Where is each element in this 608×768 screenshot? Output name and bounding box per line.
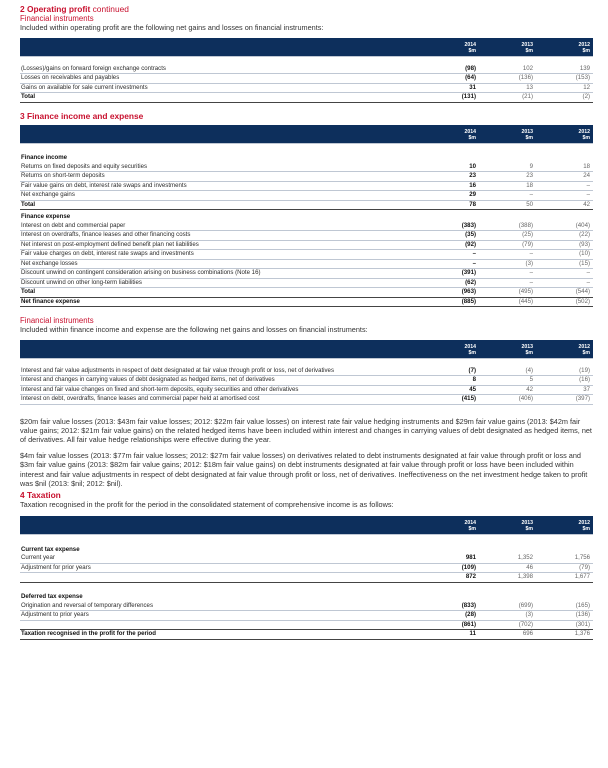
section-title-operating-profit: [20, 4, 600, 14]
total-row: Total (963) (495) (544): [20, 288, 593, 298]
table-row: Interest and fair value changes on fixed and short-term deposits, equity securities and other derivatives 45 42 37: [20, 385, 593, 395]
table-row: Interest and changes in carrying values of debt designated as hedged items, net of derivatives 8 5 (16): [20, 376, 593, 386]
section-title-finance: 3 Finance income and expense: [20, 110, 144, 121]
table-row: Current year 981 1,352 1,756: [20, 554, 593, 563]
finance-expense-heading: Finance expense: [21, 213, 71, 220]
table-row: Origination and reversal of temporary differences (833) (699) (165): [20, 602, 593, 611]
table-row: Interest on debt and commercial paper (383) (388) (404): [20, 222, 593, 231]
header-2013: 2013 $m: [479, 516, 536, 535]
intro-text: Taxation recognised in the profit for the period in the consolidated statement of comprehensive income is as follows:: [20, 500, 394, 510]
net-finance-expense-row: Net finance expense (885) (445) (502): [20, 297, 593, 307]
current-tax-heading: Current tax expense: [21, 545, 80, 553]
total-row: Total 78 50 42: [20, 200, 593, 210]
table-row: Returns on fixed deposits and equity securities 10 9 18: [20, 163, 593, 172]
table-row: Discount unwind on other long-term liabilities (62) – –: [20, 278, 593, 288]
table-row: Interest on debt, overdrafts, finance leases and commercial paper held at amortised cost (415) (406) (397): [20, 395, 593, 405]
grand-total-row: Taxation recognised in the profit for the period 11 696 1,376: [20, 630, 593, 640]
intro-text: Included within operating profit are the following net gains and losses on financial instruments:: [20, 23, 324, 32]
subtotal-row: 872 1,398 1,677: [20, 573, 593, 583]
table-row: Adjustment for prior years (109) 46 (79): [20, 563, 593, 573]
taxation-table: [20, 516, 593, 640]
intro-text: Included within finance income and expense are the following net gains and losses on financial instruments:: [20, 325, 368, 334]
subtitle-financial-instruments: Financial instruments: [20, 14, 94, 23]
header-2013: 2013 $m: [479, 340, 536, 359]
subtotal-row: (861) (702) (301): [20, 620, 593, 630]
header-2012: 2012 $m: [536, 38, 593, 57]
paragraph-hedging: $20m fair value losses (2013: $43m fair value losses; 2012: $22m fair value losses) on interest rate fair value hedging instruments and $29m fair value gains (2013: $42m fair value gains; 2012: $21m fair value gains) on the related hedged items have been included within interest and changes in carrying values of debt designated as hedged items, net of derivatives. All fair value hedge relationships were effective during the year.: [20, 416, 592, 445]
finance-income-expense-table: [20, 125, 593, 308]
table-row: Fair value charges on debt, interest rate swaps and investments – – (10): [20, 250, 593, 260]
header-2014: 2014 $m: [422, 516, 479, 535]
table-row: Net interest on post-employment defined benefit plan net liabilities (92) (79) (93): [20, 240, 593, 250]
subtitle-financial-instruments-finance: Financial instruments: [20, 316, 94, 325]
continued-label: continued: [92, 4, 129, 14]
header-2012: 2012 $m: [536, 340, 593, 359]
header-2014: 2014 $m: [422, 340, 479, 359]
table-header: [20, 38, 593, 57]
table-row: Net exchange losses – (3) (15): [20, 259, 593, 269]
table-row: Interest on overdrafts, finance leases and other financing costs (35) (25) (22): [20, 231, 593, 241]
finance-instruments-table: [20, 340, 593, 405]
header-2013: 2013 $m: [479, 125, 536, 144]
header-2014: 2014 $m: [422, 38, 479, 57]
finance-income-heading: Finance income: [21, 154, 68, 161]
header-2014: 2014 $m: [422, 125, 479, 144]
table-row: Net exchange gains 29 – –: [20, 191, 593, 201]
table-header: [20, 516, 593, 535]
table-row: Fair value gains on debt, interest rate swaps and investments 16 18 –: [20, 181, 593, 191]
table-header: [20, 340, 593, 359]
section-title-taxation: 4 Taxation: [20, 490, 61, 501]
total-row: Total (131) (21) (2): [20, 93, 593, 103]
table-row: (Losses)/gains on forward foreign exchange contracts (98) 102 139: [20, 65, 593, 74]
table-row: Adjustment to prior years (28) (3) (136): [20, 611, 593, 621]
table-header: [20, 125, 593, 144]
deferred-tax-heading: Deferred tax expense: [21, 593, 83, 601]
table-row: Returns on short-term deposits 23 23 24: [20, 172, 593, 182]
table-row: Discount unwind on contingent consideration arising on business combinations (Note 16) (391) – –: [20, 269, 593, 279]
table-row: Gains on available for sale current investments 31 13 12: [20, 83, 593, 93]
table-row: Losses on receivables and payables (64) (136) (153): [20, 74, 593, 84]
operating-profit-table: [20, 38, 593, 103]
section-title-text: 2 Operating profit: [20, 4, 91, 14]
header-2012: 2012 $m: [536, 125, 593, 144]
table-row: Interest and fair value adjustments in respect of debt designated at fair value through profit or loss, net of derivatives (7) (4) (19): [20, 367, 593, 376]
header-2013: 2013 $m: [479, 38, 536, 57]
header-2012: 2012 $m: [536, 516, 593, 535]
paragraph-derivatives: $4m fair value losses (2013: $77m fair value losses; 2012: $27m fair value losses) on derivatives related to debt instruments designated at fair value through profit or loss and $3m fair value gains (2013: $82m fair value gains; 2012: $18m fair value gains) on debt instruments designated at fair value through profit or loss have been included within interest and fair value adjustments in respect of debt designated at fair value through profit or loss, net of derivatives. Ineffectiveness on the net investment hedge taken to profit was $nil (2013: $nil; 2012: $nil).: [20, 450, 588, 488]
